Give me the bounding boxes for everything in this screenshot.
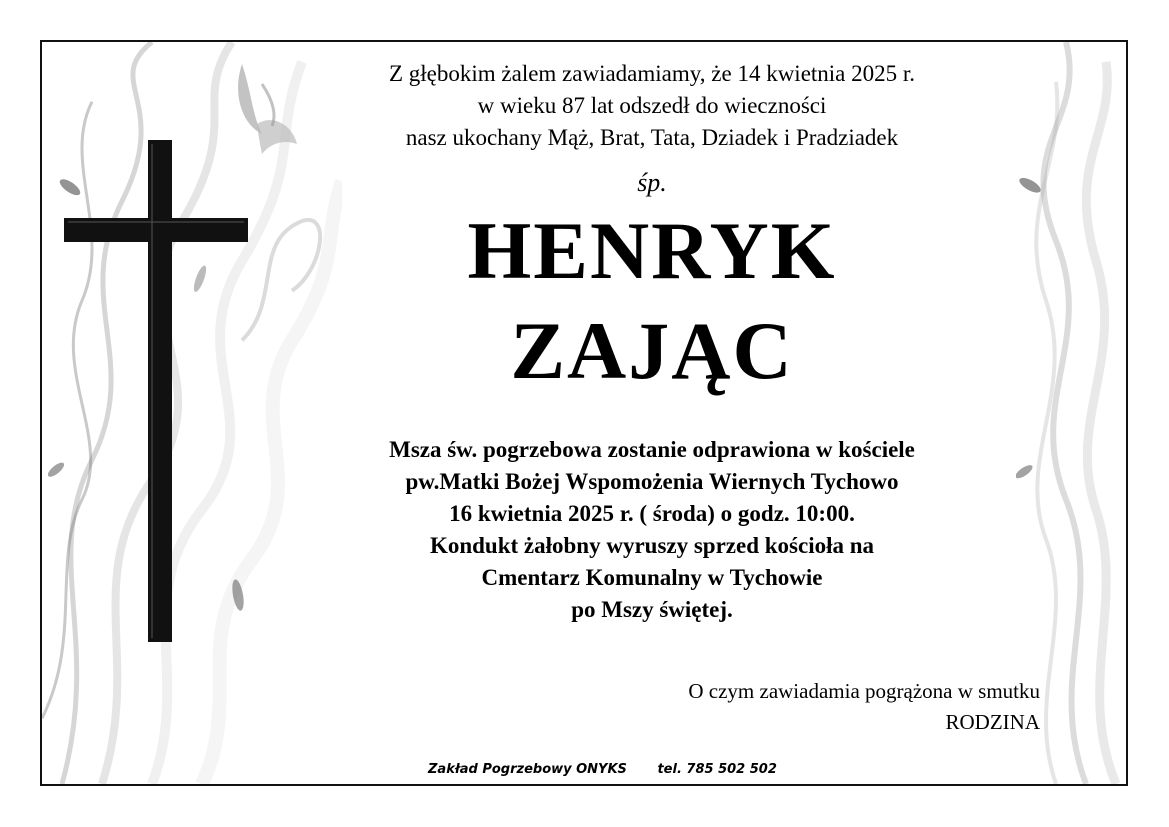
funeral-line: Msza św. pogrzebowa zostanie odprawiona w kościele <box>389 437 915 462</box>
funeral-line: 16 kwietnia 2025 r. ( środa) o godz. 10:00. <box>449 501 855 526</box>
closing-block <box>688 676 1040 738</box>
intro-line: Z głębokim żalem zawiadamiamy, że 14 kwietnia 2025 r. <box>388 61 916 86</box>
intro-line: nasz ukochany Mąż, Brat, Tata, Dziadek i Pradziadek <box>405 125 899 150</box>
funeral-details <box>272 434 1032 626</box>
funeral-line: Cmentarz Komunalny w Tychowie <box>481 565 823 590</box>
footer <box>428 762 777 777</box>
funeral-line: Kondukt żałobny wyruszy sprzed kościoła na <box>429 533 875 558</box>
phone-number: tel. 785 502 502 <box>657 762 777 777</box>
intro-text <box>272 58 1032 154</box>
last-name: ZAJĄC <box>510 305 794 396</box>
company-name: Zakład Pogrzebowy ONYKS <box>428 762 627 777</box>
funeral-line: po Mszy świętej. <box>571 597 733 622</box>
smoke-decoration-right <box>1016 42 1126 784</box>
signature: RODZINA <box>945 710 1040 734</box>
cross-icon <box>64 140 248 642</box>
intro-line: w wieku 87 lat odszedł do wieczności <box>477 93 827 118</box>
funeral-line: pw.Matki Bożej Wspomożenia Wiernych Tychowo <box>405 469 899 494</box>
name-prefix: śp. <box>637 168 667 197</box>
first-name: HENRYK <box>467 205 837 296</box>
obituary-frame <box>40 40 1128 786</box>
closing-line: O czym zawiadamia pogrążona w smutku <box>688 679 1040 703</box>
